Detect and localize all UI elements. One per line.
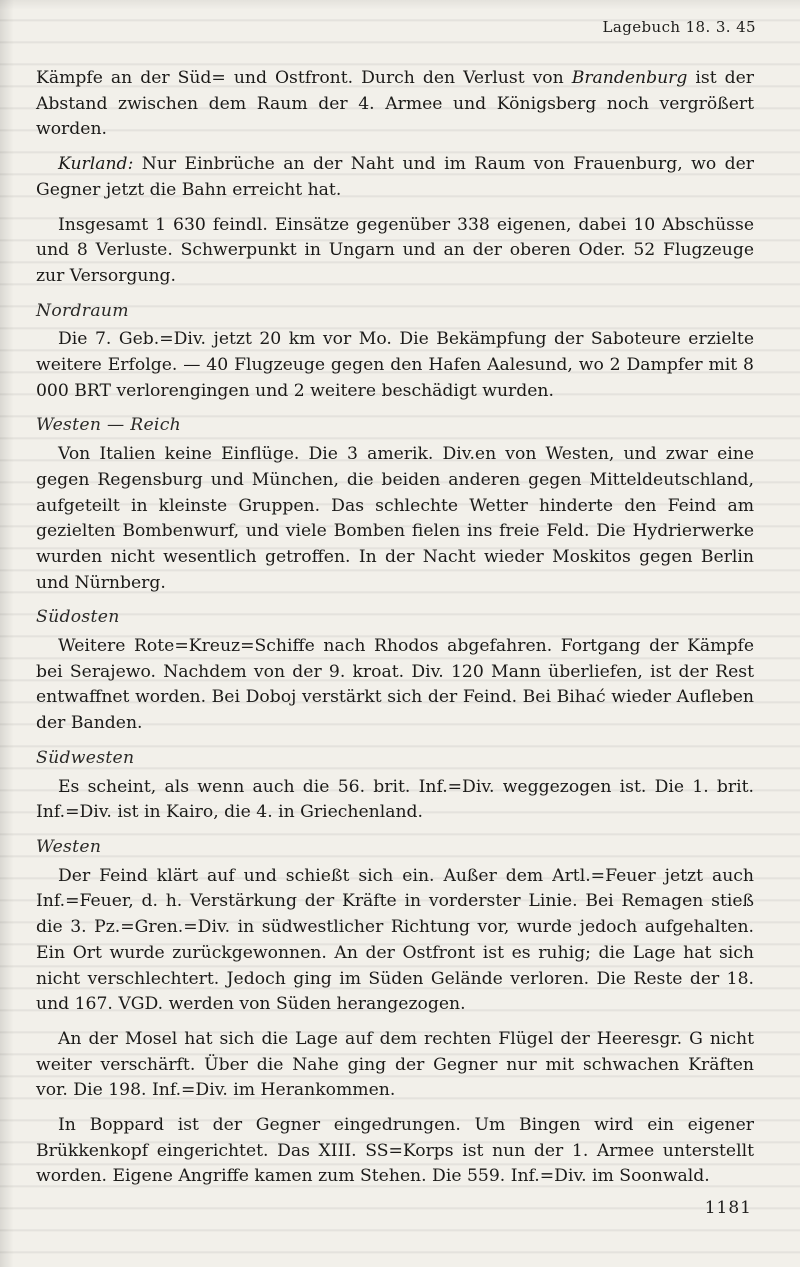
section-heading: Nordraum: [36, 300, 129, 321]
section-paragraph: Von Italien keine Einflüge. Die 3 amerik. Div.en von Westen, und zwar eine gegen Regensburg und München, die beiden anderen gegen Mitteldeutschland, aufgeteilt in kleinste Gruppen. Das schlechte Wetter hinderte den Feind am gezielten Bombenwurf, und viele Bomben fielen ins freie Feld. Die Hydrierwerke wurden nicht wesentlich getroffen. In der Nacht wieder Moskitos gegen Berlin und Nürnberg.: [36, 444, 754, 593]
section-heading: Westen — Reich: [36, 415, 182, 436]
intro-paragraph-1: Kämpfe an der Süd= und Ostfront. Durch den Verlust von Brandenburg ist der Abstand zwischen dem Raum der 4. Armee und Königsberg noch vergrößert worden.: [36, 68, 754, 140]
section-heading: Südwesten: [36, 747, 135, 768]
section-paragraph: Der Feind klärt auf und schießt sich ein. Außer dem Artl.=Feuer jetzt auch Inf.=Feuer, d. h. Verstärkung der Kräfte in vorderster Linie. Bei Remagen stieß die 3. Pz.=Gren.=Div. in südwestlicher Richtung vor, wurde jedoch aufgehalten. Ein Ort wurde zurückgewonnen. An der Ostfront ist es ruhig; die Lage hat sich nicht verschlechtert. Jedoch ging im Süden Gelände verloren. Die Reste der 18. und 167. VGD. werden von Süden herangezogen.: [36, 865, 754, 1015]
section-paragraph: An der Mosel hat sich die Lage auf dem rechten Flügel der Heeresgr. G nicht weiter verschärft. Über die Nahe ging der Gegner nur mit schwachen Kräften vor. Die 198. Inf.=Div. im Herankommen.: [36, 1028, 754, 1101]
section-paragraph: In Boppard ist der Gegner eingedrungen. Um Bingen wird ein eigener Brükkenkopf eingerichtet. Das XIII. SS=Korps ist nun der 1. Armee unterstellt worden. Eigene Angriffe kamen zum Stehen. Die 559. Inf.=Div. im Soonwald.: [36, 1115, 754, 1187]
intro-paragraph-2: Kurland: Nur Einbrüche an der Naht und im Raum von Frauenburg, wo der Gegner jetzt die Bahn erreicht hat.: [36, 154, 754, 200]
section-paragraph: Es scheint, als wenn auch die 56. brit. Inf.=Div. weggezogen ist. Die 1. brit. Inf.=Div. ist in Kairo, die 4. in Griechenland.: [36, 776, 754, 823]
section-paragraph: Die 7. Geb.=Div. jetzt 20 km vor Mo. Die Bekämpfung der Saboteure erzielte weitere Erfolge. — 40 Flugzeuge gegen den Hafen Aalesund, wo 2 Dampfer mit 8 000 BRT verlorengingen und 2 weitere beschädigt wurden.: [36, 329, 754, 401]
section-paragraph: Weitere Rote=Kreuz=Schiffe nach Rhodos abgefahren. Fortgang der Kämpfe bei Serajewo. Nachdem von der 9. kroat. Div. 120 Mann überliefen, ist der Rest entwaffnet worden. Bei Doboj verstärkt sich der Feind. Bei Bihać wieder Aufleben der Banden.: [36, 636, 754, 734]
page-body: [36, 66, 754, 1199]
section-heading: Westen: [36, 836, 102, 857]
intro-paragraph-3: Insgesamt 1 630 feindl. Einsätze gegenüber 338 eigenen, dabei 10 Abschüsse und 8 Verluste. Schwerpunkt in Ungarn und an der oberen Oder. 52 Flugzeuge zur Versorgung.: [36, 214, 754, 286]
section-heading: Südosten: [36, 607, 120, 628]
running-head: Lagebuch 18. 3. 45: [602, 18, 756, 36]
page-number: 1181: [704, 1198, 752, 1218]
